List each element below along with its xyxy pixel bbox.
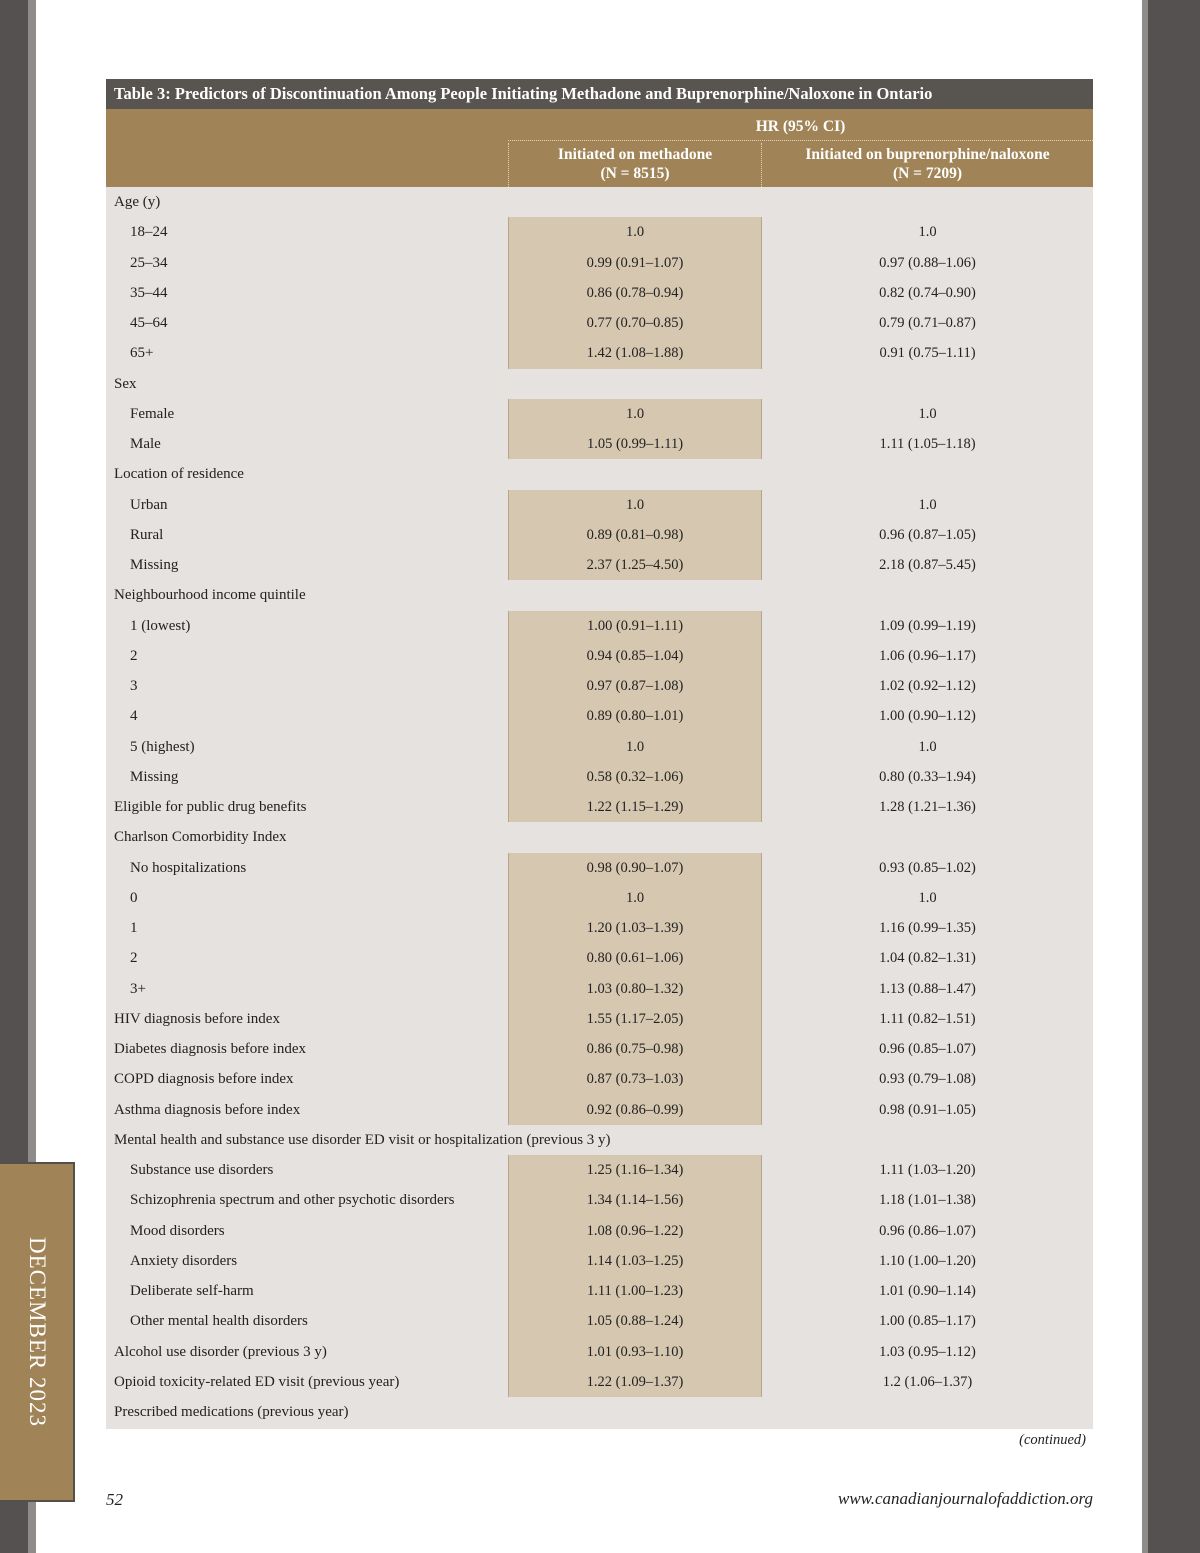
methadone-hr-cell: 0.77 (0.70–0.85) [586, 315, 684, 331]
row-label: Deliberate self-harm [130, 1283, 254, 1299]
row-label: 0 [130, 889, 138, 906]
table-section-row [106, 1125, 1093, 1155]
table-row [106, 490, 1093, 520]
buprenorphine-hr-cell: 0.98 (0.91–1.05) [879, 1101, 976, 1118]
table-row [106, 1367, 1093, 1397]
buprenorphine-hr-cell: 1.11 (1.03–1.20) [879, 1162, 976, 1178]
predictors-table [106, 79, 1093, 1429]
methadone-hr-cell: 1.08 (0.96–1.22) [586, 1222, 684, 1239]
table-row [106, 1216, 1093, 1246]
methadone-hr-cell: 1.0 [625, 889, 645, 906]
row-label: Diabetes diagnosis before index [114, 1041, 307, 1057]
methadone-hr-cell: 1.25 (1.16–1.34) [586, 1162, 684, 1178]
row-label: Mood disorders [130, 1222, 225, 1239]
buprenorphine-hr-cell: 1.04 (0.82–1.31) [879, 950, 976, 967]
buprenorphine-hr-cell: 0.82 (0.74–0.90) [879, 284, 976, 301]
methadone-hr-cell: 0.58 (0.32–1.06) [586, 768, 684, 785]
table-row [106, 1004, 1093, 1034]
row-label: 1 (lowest) [130, 617, 191, 634]
buprenorphine-hr-cell: 0.79 (0.71–0.87) [879, 315, 976, 331]
table-row [106, 1034, 1093, 1064]
table-row [106, 883, 1093, 913]
methadone-hr-cell: 1.00 (0.91–1.11) [586, 617, 684, 634]
row-label: 25–34 [130, 254, 168, 271]
table-row [106, 611, 1093, 641]
methadone-hr-cell: 1.0 [625, 224, 645, 241]
buprenorphine-hr-cell: 1.0 [918, 405, 937, 422]
methadone-hr-cell: 1.34 (1.14–1.56) [586, 1192, 684, 1209]
row-label: Other mental health disorders [130, 1313, 308, 1330]
buprenorphine-hr-cell: 1.02 (0.92–1.12) [879, 678, 976, 694]
buprenorphine-hr-cell: 1.0 [918, 224, 937, 241]
methadone-hr-cell: 1.14 (1.03–1.25) [586, 1252, 684, 1269]
buprenorphine-hr-cell: 1.01 (0.90–1.14) [879, 1283, 976, 1299]
hr-group-header: HR (95% CI) [508, 113, 1093, 141]
table-row [106, 550, 1093, 580]
buprenorphine-hr-cell: 1.09 (0.99–1.19) [879, 617, 976, 634]
methadone-hr-cell: 1.22 (1.09–1.37) [586, 1373, 684, 1390]
table-row [106, 762, 1093, 792]
row-label: 2 [130, 647, 138, 664]
methadone-hr-cell: 0.80 (0.61–1.06) [586, 950, 684, 967]
methadone-hr-cell: 0.99 (0.91–1.07) [586, 254, 684, 271]
row-label: Anxiety disorders [130, 1252, 238, 1269]
methadone-hr-cell: 0.86 (0.75–0.98) [586, 1041, 684, 1057]
methadone-header-line1: Initiated on methadone [557, 146, 713, 163]
buprenorphine-hr-cell: 1.0 [918, 889, 937, 906]
table-section-row [106, 822, 1093, 852]
row-label: 3+ [130, 980, 146, 997]
buprenorphine-hr-cell: 1.03 (0.95–1.12) [879, 1343, 976, 1360]
methadone-hr-cell: 1.22 (1.15–1.29) [586, 799, 684, 815]
row-label: Age (y) [114, 194, 161, 210]
table-row [106, 1185, 1093, 1215]
table-section-row [106, 459, 1093, 489]
table-row [106, 792, 1093, 822]
table-row [106, 913, 1093, 943]
table-row [106, 278, 1093, 308]
row-label: 45–64 [130, 315, 168, 331]
table-row [106, 308, 1093, 338]
row-label: Alcohol use disorder (previous 3 y) [114, 1343, 327, 1360]
buprenorphine-hr-cell: 0.96 (0.86–1.07) [879, 1222, 976, 1239]
table-row [106, 399, 1093, 429]
table-title: Table 3: Predictors of Discontinuation Among People Initiating Methadone and Buprenorphine/Naloxone in Ontario [106, 79, 1093, 109]
table-row [106, 429, 1093, 459]
buprenorphine-hr-cell: 1.10 (1.00–1.20) [879, 1252, 976, 1269]
row-label: Urban [130, 496, 168, 513]
methadone-hr-cell: 1.05 (0.99–1.11) [586, 436, 684, 452]
row-label: Schizophrenia spectrum and other psychotic disorders [130, 1192, 455, 1209]
row-label: Female [130, 405, 175, 422]
journal-url: www.canadianjournalofaddiction.org [837, 1489, 1093, 1508]
row-label: 2 [130, 950, 138, 967]
table-body [106, 187, 1093, 1429]
row-label: HIV diagnosis before index [114, 1010, 280, 1027]
table-row [106, 974, 1093, 1004]
row-label: Neighbourhood income quintile [114, 587, 306, 604]
table-section-row [106, 369, 1093, 399]
table-row [106, 1095, 1093, 1125]
methadone-hr-cell: 0.92 (0.86–0.99) [586, 1101, 684, 1118]
methadone-hr-cell: 0.98 (0.90–1.07) [586, 859, 684, 876]
buprenorphine-hr-cell: 1.28 (1.21–1.36) [879, 799, 976, 815]
issue-date-tab [0, 1162, 75, 1502]
methadone-hr-cell: 1.01 (0.93–1.10) [586, 1343, 684, 1360]
buprenorphine-hr-cell: 1.00 (0.90–1.12) [879, 708, 976, 725]
buprenorphine-hr-cell: 1.11 (0.82–1.51) [879, 1010, 976, 1027]
buprenorphine-hr-cell: 1.11 (1.05–1.18) [879, 436, 976, 452]
row-label: Substance use disorders [130, 1162, 274, 1178]
row-label: 5 (highest) [130, 738, 195, 755]
methadone-hr-cell: 0.97 (0.87–1.08) [586, 678, 684, 694]
methadone-hr-cell: 1.03 (0.80–1.32) [586, 980, 684, 997]
row-label: 1 [130, 920, 138, 936]
table-row [106, 338, 1093, 368]
buprenorphine-hr-cell: 0.96 (0.85–1.07) [879, 1041, 976, 1057]
issue-date-text: DECEMBER 2023 [24, 1237, 50, 1427]
row-label: 18–24 [130, 224, 168, 241]
buprenorphine-hr-cell: 1.06 (0.96–1.17) [879, 647, 976, 664]
table-row [106, 520, 1093, 550]
methadone-header-line2: (N = 8515) [600, 165, 670, 182]
table-row [106, 1064, 1093, 1094]
methadone-column-header [508, 143, 762, 187]
buprenorphine-hr-cell: 0.97 (0.88–1.06) [879, 254, 976, 271]
buprenorphine-hr-cell: 1.16 (0.99–1.35) [879, 920, 976, 936]
buprenorphine-hr-cell: 0.80 (0.33–1.94) [879, 768, 976, 785]
table-row [106, 853, 1093, 883]
row-label: Opioid toxicity-related ED visit (previous year) [114, 1373, 400, 1390]
table-row [106, 1276, 1093, 1306]
buprenorphine-hr-cell: 0.93 (0.85–1.02) [879, 859, 976, 876]
row-label: 35–44 [130, 284, 168, 301]
row-label: Mental health and substance use disorder ED visit or hospitalization (previous 3 y) [114, 1131, 611, 1148]
table-row [106, 1155, 1093, 1185]
buprenorphine-header-line2: (N = 7209) [892, 165, 963, 182]
buprenorphine-hr-cell: 0.96 (0.87–1.05) [879, 526, 976, 543]
table-row [106, 1246, 1093, 1276]
row-label: No hospitalizations [130, 859, 247, 876]
methadone-hr-cell: 1.42 (1.08–1.88) [586, 345, 684, 362]
methadone-hr-cell: 0.89 (0.80–1.01) [586, 708, 684, 725]
methadone-hr-cell: 0.86 (0.78–0.94) [586, 284, 684, 301]
page-number: 52 [106, 1490, 123, 1509]
methadone-hr-cell: 1.0 [625, 738, 645, 755]
row-label: Location of residence [114, 466, 244, 483]
buprenorphine-hr-cell: 2.18 (0.87–5.45) [879, 557, 976, 573]
methadone-hr-cell: 0.94 (0.85–1.04) [586, 647, 684, 664]
table-row [106, 641, 1093, 671]
table-row [106, 248, 1093, 278]
table-row [106, 1306, 1093, 1336]
methadone-hr-cell: 1.0 [625, 405, 645, 422]
buprenorphine-header-line1: Initiated on buprenorphine/naloxone [805, 146, 1050, 163]
table-row [106, 943, 1093, 973]
continued-note: (continued) [1019, 1432, 1086, 1448]
buprenorphine-column-header [762, 143, 1093, 187]
buprenorphine-hr-cell: 1.0 [918, 496, 937, 513]
buprenorphine-hr-cell: 1.18 (1.01–1.38) [879, 1192, 976, 1209]
row-label: 4 [130, 708, 138, 725]
buprenorphine-hr-cell: 1.0 [918, 738, 937, 755]
row-label: Charlson Comorbidity Index [114, 829, 287, 846]
table-row [106, 701, 1093, 731]
methadone-hr-cell: 1.55 (1.17–2.05) [586, 1010, 684, 1027]
table-row [106, 671, 1093, 701]
right-page-edge [1148, 0, 1200, 1553]
row-label: Rural [130, 526, 164, 543]
row-label: 65+ [130, 345, 154, 362]
methadone-hr-cell: 1.11 (1.00–1.23) [586, 1283, 684, 1299]
buprenorphine-hr-cell: 0.93 (0.79–1.08) [879, 1071, 976, 1088]
table-row [106, 1337, 1093, 1367]
methadone-hr-cell: 2.37 (1.25–4.50) [586, 557, 684, 573]
buprenorphine-hr-cell: 1.13 (0.88–1.47) [879, 980, 976, 997]
buprenorphine-hr-cell: 0.91 (0.75–1.11) [879, 345, 976, 362]
table-row [106, 732, 1093, 762]
buprenorphine-hr-cell: 1.2 (1.06–1.37) [882, 1373, 973, 1390]
row-label: Missing [130, 768, 179, 785]
methadone-hr-cell: 1.05 (0.88–1.24) [586, 1313, 684, 1330]
row-label: Asthma diagnosis before index [114, 1101, 301, 1118]
row-label: Prescribed medications (previous year) [114, 1404, 349, 1420]
row-label: Sex [114, 375, 137, 392]
methadone-hr-cell: 0.87 (0.73–1.03) [586, 1071, 684, 1088]
table-section-row [106, 580, 1093, 610]
table-section-row [106, 1397, 1093, 1427]
row-label: Missing [130, 557, 179, 573]
methadone-hr-cell: 0.89 (0.81–0.98) [586, 526, 684, 543]
row-label: Eligible for public drug benefits [114, 799, 307, 815]
table-row [106, 217, 1093, 247]
row-label: 3 [130, 678, 138, 694]
methadone-hr-cell: 1.20 (1.03–1.39) [586, 920, 684, 936]
table-section-row [106, 187, 1093, 217]
buprenorphine-hr-cell: 1.00 (0.85–1.17) [879, 1313, 976, 1330]
row-label: Male [130, 436, 161, 452]
methadone-hr-cell: 1.0 [625, 496, 645, 513]
row-label: COPD diagnosis before index [114, 1071, 294, 1088]
table-header [106, 109, 1093, 187]
